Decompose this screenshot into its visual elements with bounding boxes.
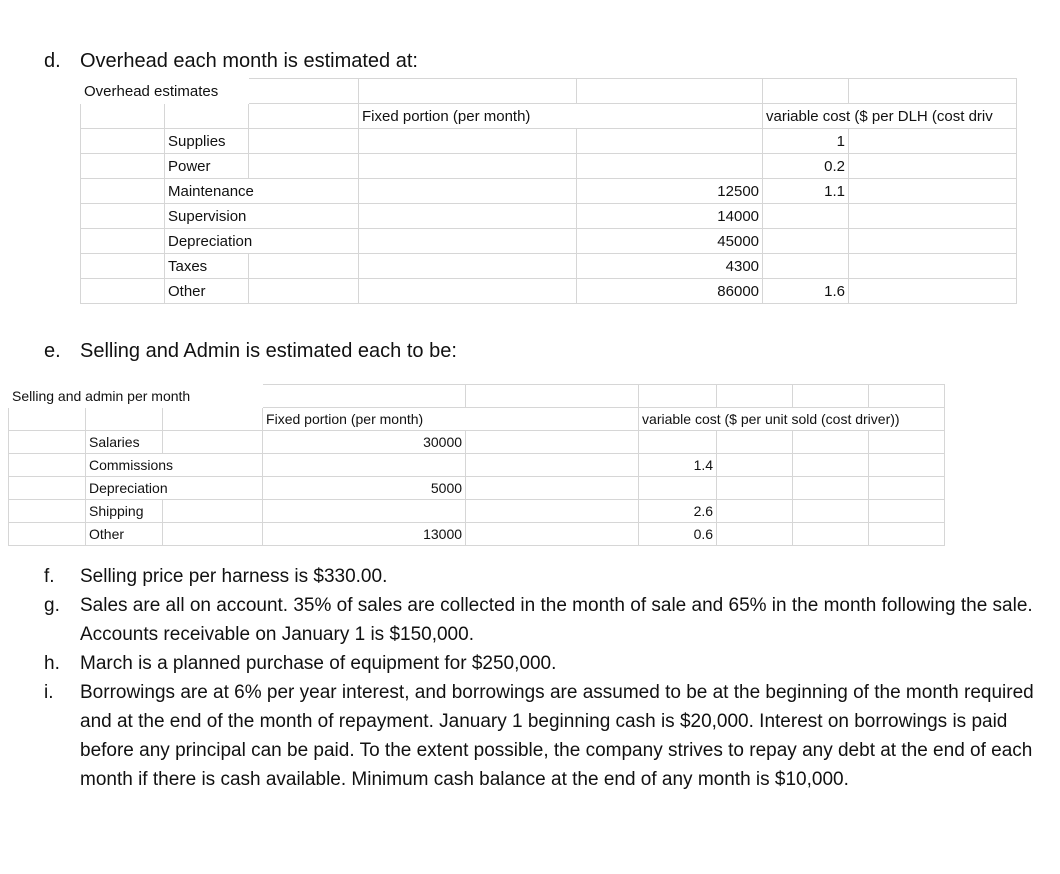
fixed-value: 14000 <box>577 204 763 229</box>
table-row <box>81 204 1017 229</box>
selling-table-title: Selling and admin per month <box>12 388 191 404</box>
overhead-table <box>80 78 1017 304</box>
row-label: Supervision <box>165 204 359 229</box>
fixed-value: 4300 <box>577 254 763 279</box>
selling-variable-header: variable cost ($ per unit sold (cost driver)) <box>639 408 945 431</box>
item-marker: h. <box>44 653 60 674</box>
variable-value: 1.1 <box>763 179 849 204</box>
fixed-value <box>577 154 763 179</box>
item-marker: i. <box>44 682 54 703</box>
table-row <box>81 179 1017 204</box>
variable-value <box>763 254 849 279</box>
fixed-value <box>263 454 466 477</box>
item-marker: g. <box>44 595 60 616</box>
table-row <box>81 279 1017 304</box>
variable-value: 1.6 <box>763 279 849 304</box>
fixed-value: 45000 <box>577 229 763 254</box>
table-row <box>9 454 945 477</box>
selling-fixed-header: Fixed portion (per month) <box>263 408 639 431</box>
variable-value <box>639 431 717 454</box>
table-row <box>81 129 1017 154</box>
variable-value: 0.2 <box>763 154 849 179</box>
fixed-value: 13000 <box>263 523 466 546</box>
fixed-value: 86000 <box>577 279 763 304</box>
fixed-value <box>577 129 763 154</box>
variable-value: 0.6 <box>639 523 717 546</box>
row-label: Other <box>86 523 163 546</box>
item-text: Sales are all on account. 35% of sales are collected in the month of sale and 65% in the month following the sale. Accounts receivable on January 1 is $150,000. <box>80 595 1033 645</box>
table-row <box>9 431 945 454</box>
table-row <box>81 154 1017 179</box>
fixed-value: 12500 <box>577 179 763 204</box>
row-label: Shipping <box>86 500 163 523</box>
row-label: Maintenance <box>165 179 359 204</box>
row-label: Depreciation <box>165 229 359 254</box>
table-row <box>81 229 1017 254</box>
row-label: Depreciation <box>86 477 263 500</box>
row-label: Salaries <box>86 431 163 454</box>
row-label: Supplies <box>165 129 249 154</box>
section-d-marker: d. <box>44 50 61 72</box>
table-row <box>81 254 1017 279</box>
section-d-title: Overhead each month is estimated at: <box>80 50 418 72</box>
item-marker: f. <box>44 566 55 587</box>
fixed-value: 5000 <box>263 477 466 500</box>
list-item <box>44 562 1044 591</box>
list-item <box>44 649 1044 678</box>
item-text: Selling price per harness is $330.00. <box>80 566 388 587</box>
row-label: Power <box>165 154 249 179</box>
variable-value <box>763 204 849 229</box>
section-e-marker: e. <box>44 340 61 362</box>
variable-value: 1.4 <box>639 454 717 477</box>
list-item <box>44 591 1044 649</box>
overhead-header-row <box>81 104 1017 129</box>
item-text: Borrowings are at 6% per year interest, and borrowings are assumed to be at the beginning of the month required and at the end of the month of repayment. January 1 beginning cash is $20,000. Interest on borrowings is paid before any principal can be paid. To the extent possible, the company strives to repay any debt at the end of each month if there is cash available. Minimum cash balance at the end of any month is $10,000. <box>80 682 1034 790</box>
overhead-title-row <box>81 79 1017 104</box>
variable-value: 2.6 <box>639 500 717 523</box>
list-item <box>44 678 1044 794</box>
selling-title-row <box>9 385 945 408</box>
fixed-value: 30000 <box>263 431 466 454</box>
section-e-title: Selling and Admin is estimated each to be: <box>80 340 457 362</box>
table-row <box>9 477 945 500</box>
fixed-value <box>263 500 466 523</box>
variable-value: 1 <box>763 129 849 154</box>
variable-value <box>763 229 849 254</box>
row-label: Taxes <box>165 254 249 279</box>
overhead-table-title: Overhead estimates <box>84 82 219 100</box>
notes-list <box>44 562 1044 794</box>
selling-admin-table <box>8 384 945 546</box>
overhead-fixed-header: Fixed portion (per month) <box>359 104 763 129</box>
variable-value <box>639 477 717 500</box>
selling-header-row <box>9 408 945 431</box>
row-label: Other <box>165 279 249 304</box>
overhead-variable-header: variable cost ($ per DLH (cost driv <box>763 104 1017 129</box>
item-text: March is a planned purchase of equipment for $250,000. <box>80 653 557 674</box>
table-row <box>9 523 945 546</box>
table-row <box>9 500 945 523</box>
row-label: Commissions <box>86 454 263 477</box>
